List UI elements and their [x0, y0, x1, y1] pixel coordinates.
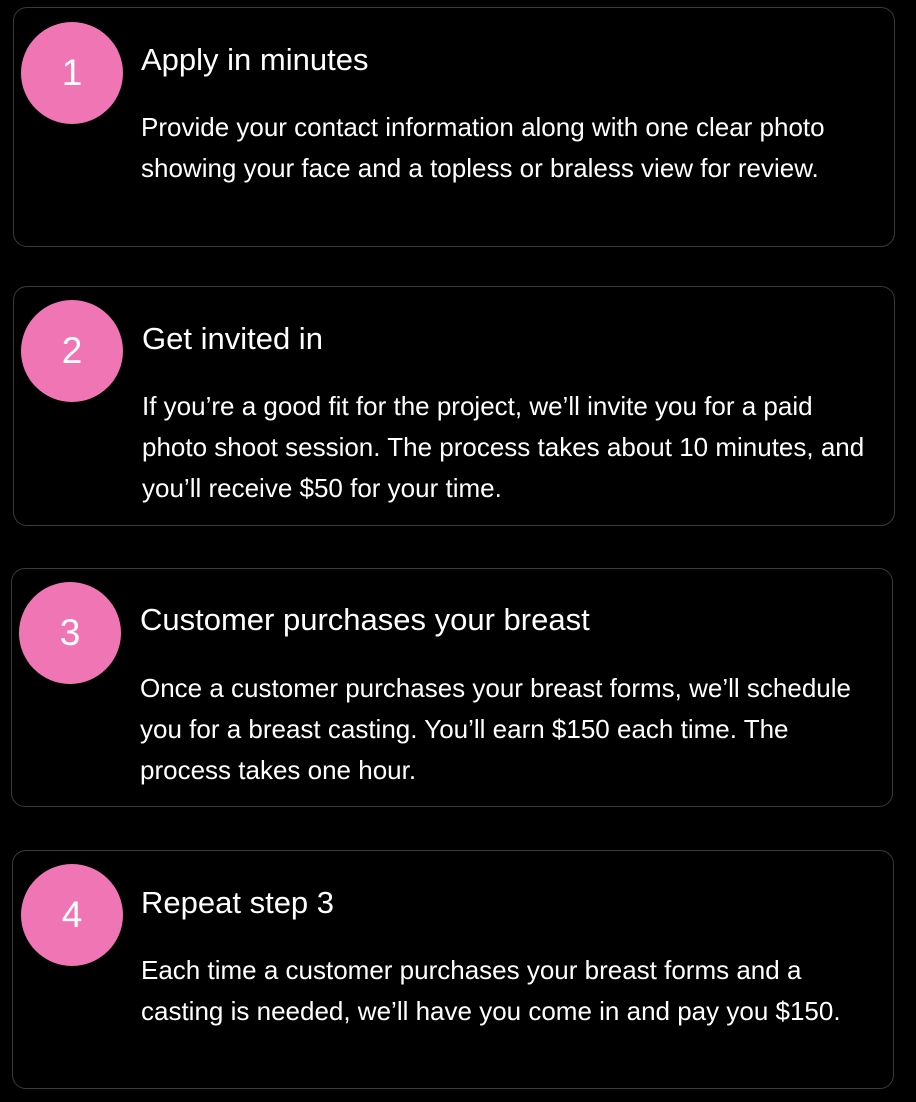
step-number-badge: 3	[19, 582, 121, 684]
step-card-4	[12, 850, 894, 1089]
step-number-badge: 2	[21, 300, 123, 402]
step-title: Get invited in	[142, 321, 323, 356]
step-title: Apply in minutes	[141, 42, 369, 77]
step-number-badge: 1	[21, 22, 123, 124]
step-card-3	[11, 568, 893, 807]
step-number-badge: 4	[21, 864, 123, 966]
step-card-1	[13, 7, 895, 247]
step-description: Once a customer purchases your breast forms, we’ll schedule you for a breast casting. You’ll earn $150 each time. The process takes one hour.	[140, 673, 851, 785]
step-card-2	[13, 286, 895, 526]
step-title: Customer purchases your breast	[140, 602, 590, 637]
step-title: Repeat step 3	[141, 885, 335, 920]
step-description: Provide your contact information along with one clear photo showing your face and a topless or braless view for review.	[141, 112, 825, 183]
step-description: Each time a customer purchases your breast forms and a casting is needed, we’ll have you come in and pay you $150.	[141, 955, 841, 1026]
step-description: If you’re a good fit for the project, we’ll invite you for a paid photo shoot session. The process takes about 10 minutes, and you’ll receive $50 for your time.	[142, 391, 865, 503]
